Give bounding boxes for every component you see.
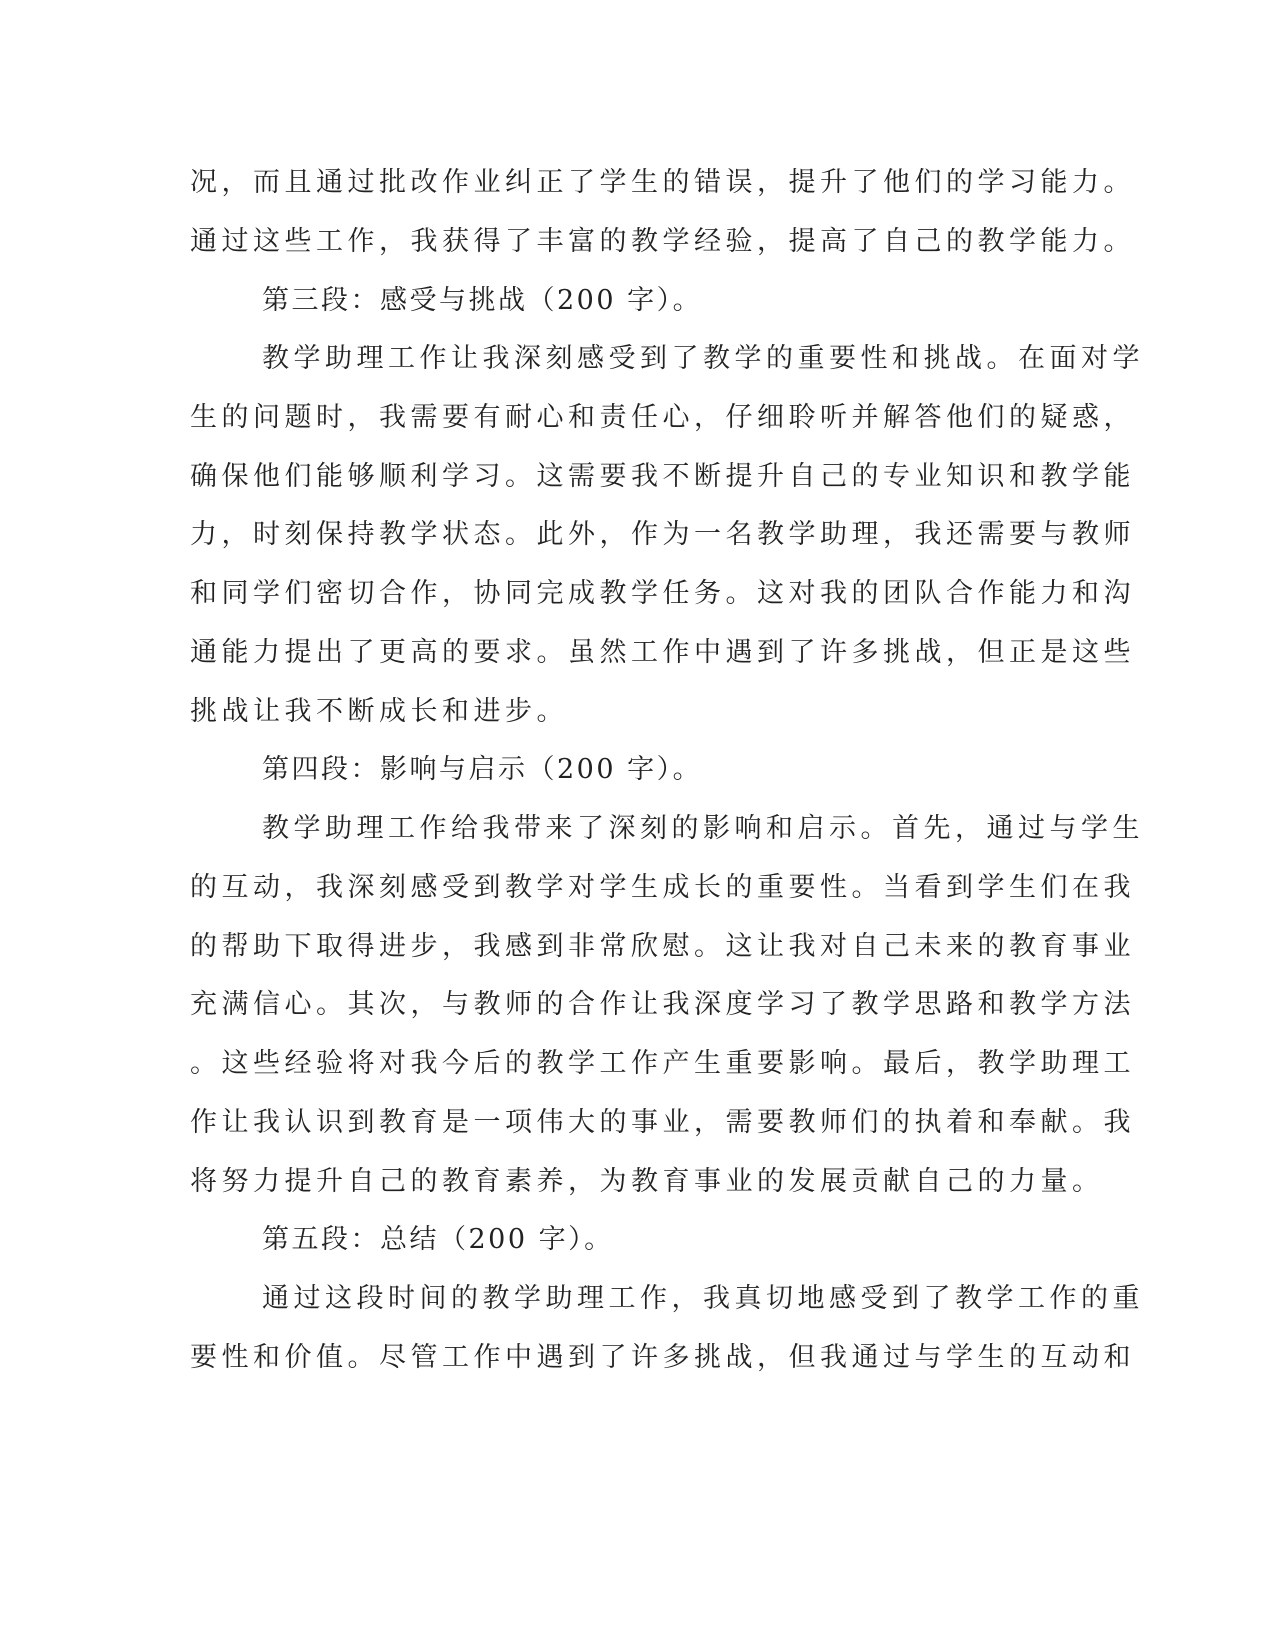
body-text-line: 充满信心。其次，与教师的合作让我深度学习了教学思路和教学方法 (190, 989, 1135, 1020)
body-text-line: 的帮助下取得进步，我感到非常欣慰。这让我对自己未来的教育事业 (190, 931, 1135, 962)
body-text-line: 挑战让我不断成长和进步。 (190, 696, 568, 727)
body-text-line: 的互动，我深刻感受到教学对学生成长的重要性。当看到学生们在我 (190, 872, 1135, 903)
body-text-line: 力，时刻保持教学状态。此外，作为一名教学助理，我还需要与教师 (190, 519, 1135, 550)
body-text-line: 。这些经验将对我今后的教学工作产生重要影响。最后，教学助理工 (190, 1048, 1135, 1079)
body-text-line: 要性和价值。尽管工作中遇到了许多挑战，但我通过与学生的互动和 (190, 1342, 1135, 1373)
body-text-line: 通过这段时间的教学助理工作，我真切地感受到了教学工作的重 (262, 1283, 1144, 1314)
body-text-line: 作让我认识到教育是一项伟大的事业，需要教师们的执着和奉献。我 (190, 1107, 1135, 1138)
body-text-line: 将努力提升自己的教育素养，为教育事业的发展贡献自己的力量。 (190, 1166, 1104, 1197)
body-text-line: 教学助理工作让我深刻感受到了教学的重要性和挑战。在面对学 (262, 343, 1144, 374)
body-text-line: 教学助理工作给我带来了深刻的影响和启示。首先，通过与学生 (262, 813, 1144, 844)
body-text-line: 和同学们密切合作，协同完成教学任务。这对我的团队合作能力和沟 (190, 578, 1135, 609)
body-text-line: 确保他们能够顺利学习。这需要我不断提升自己的专业知识和教学能 (190, 461, 1135, 492)
body-text-line: 况，而且通过批改作业纠正了学生的错误，提升了他们的学习能力。 (190, 167, 1135, 198)
body-text-line: 通过这些工作，我获得了丰富的教学经验，提高了自己的教学能力。 (190, 226, 1135, 257)
section-heading-4: 第四段：影响与启示（200 字）。 (262, 754, 703, 785)
section-heading-3: 第三段：感受与挑战（200 字）。 (262, 285, 703, 316)
section-heading-5: 第五段：总结（200 字）。 (262, 1224, 614, 1255)
body-text-line: 通能力提出了更高的要求。虽然工作中遇到了许多挑战，但正是这些 (190, 637, 1135, 668)
body-text-line: 生的问题时，我需要有耐心和责任心，仔细聆听并解答他们的疑惑， (190, 402, 1135, 433)
